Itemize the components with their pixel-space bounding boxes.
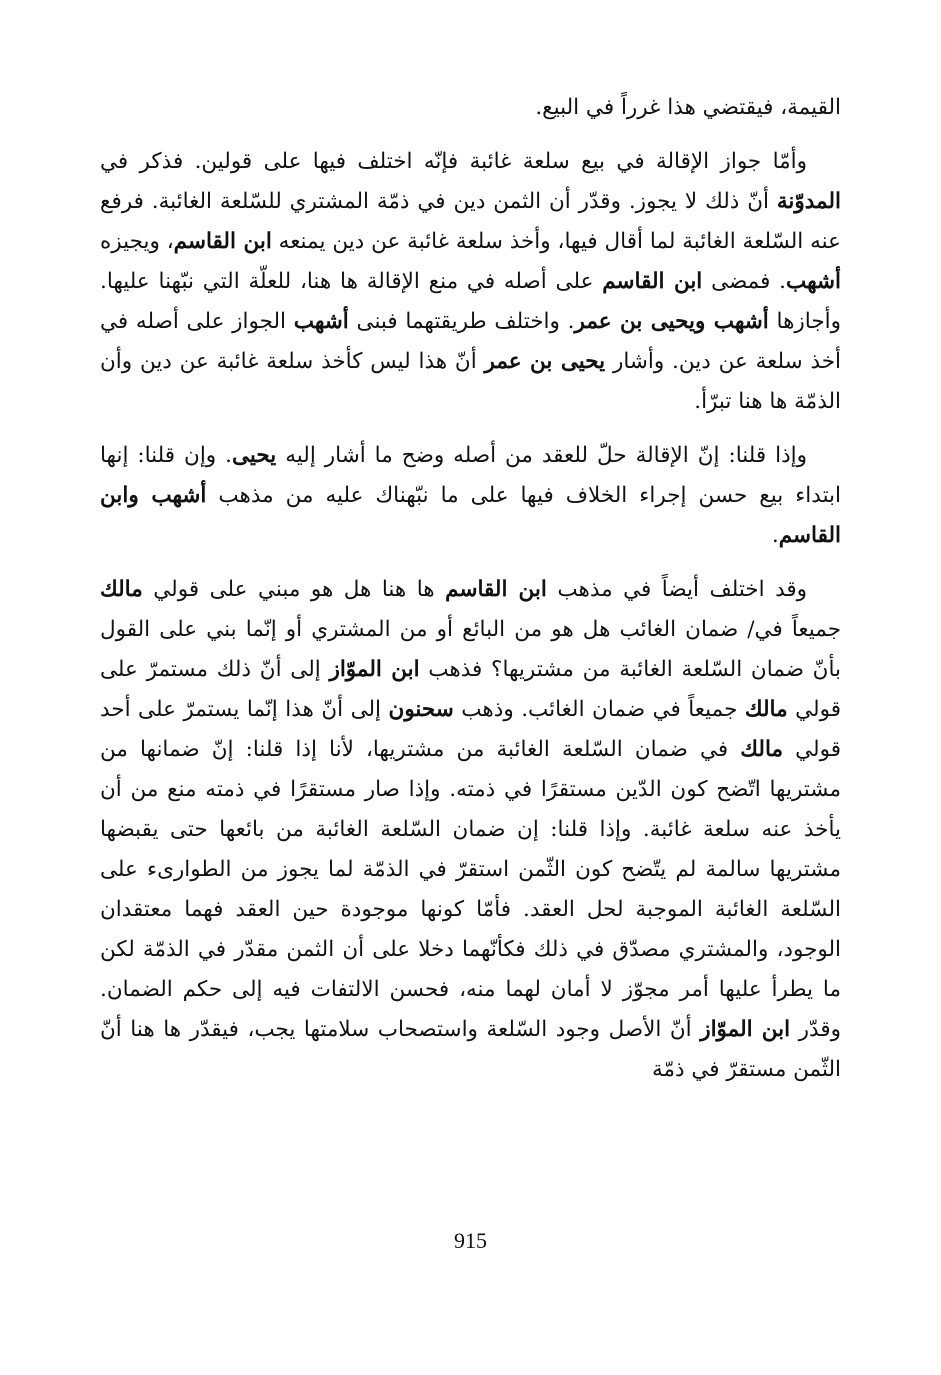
body-text: جميعاً في/ ضمان الغائب هل هو من البائع أو من المشتري أو إنّما بني على القول بأنّ ضمان السّلعة الغائبة من مشتريها؟ فذهب [100,617,841,682]
bold-name-text: ابن القاسم [602,269,703,294]
bold-name-text: أشهب ويحيى بن عمر [574,309,769,334]
body-text: ها هنا هل هو مبني على قولي [142,577,446,602]
body-text: . [771,523,779,548]
body-text: الجواز على أصله في أخذ سلعة عن دين. وأشار [100,309,841,374]
body-text: ، ويجيزه [100,229,174,254]
bold-name-text: سحنون [388,697,454,722]
paragraph [100,436,841,556]
bold-name-text: أشهب وابن القاسم [100,483,841,548]
body-text: . واختلف طريقتهما فبنى [348,309,575,334]
bold-name-text: ابن القاسم [445,577,547,602]
body-text: وقد اختلف أيضاً في مذهب [546,577,808,602]
body-text: . وإن قلنا: إنها ابتداء بيع حسن إجراء الخلاف فيها على ما نبّهناك عليه من مذهب [100,443,842,508]
body-text: أنّ ذلك لا يجوز. وقدّر أن الثمن دين في ذمّة المشتري للسّلعة الغائبة. فرفع عنه السّلعة الغائبة لما أقال فيها، وأخذ سلعة غائبة عن دين يمنعه [100,189,841,254]
body-text: القيمة، فيقتضي هذا غرراً في البيع. [535,95,841,120]
body-text: إلى أنّ ذلك مستمرّ على قولي [100,657,841,722]
bold-name-text: مالك [100,577,143,602]
body-text: أنّ هذا ليس كأخذ سلعة غائبة عن دين وأن الذمّة ها هنا تبرّأ. [100,349,841,414]
bold-name-text: المدوّنة [776,189,841,214]
body-text: على أصله في منع الإقالة ها هنا، للعلّة التي نبّهنا عليها. وأجازها [100,269,841,334]
bold-name-text: ابن الموّاز [329,657,420,682]
body-text: . فمضى [702,269,786,294]
bold-name-text: مالك [740,737,784,762]
body-text: في ضمان السّلعة الغائبة من مشتريها، لأنا إذا قلنا: إنّ ضمانها من مشتريها اتّضح كون الدّين مستقرًا في ذمته. وإذا صار مستقرًا في ذمته منع من أن يأخذ عنه سلعة غائبة. وإذا قلنا: إن ضمان السّلعة الغائبة من بائعها حتى يقبضها مشتريها سالمة لم يتّضح كون الثّمن استقرّ في الذمّة لما يجوز من الطوارىء على السّلعة الغائبة الموجبة لحل العقد. فأمّا كونها موجودة حين العقد فهما معتقدان الوجود، والمشتري مصدّق في ذلك فكأنّهما دخلا على أن الثمن مقدّر في الذمّة لكن ما يطرأ عليها أمر مجوّز لا أمان لهما منه، فحسن الالتفات فيه إلى حكم الضمان. وقدّر [100,737,841,1042]
bold-name-text: يحيى [232,443,277,468]
body-text: وإذا قلنا: إنّ الإقالة حلّ للعقد من أصله وضح ما أشار إليه [276,443,808,468]
bold-name-text: يحيى بن عمر [484,349,606,374]
bold-name-text: أشهب [293,309,349,334]
body-text: إلى أنّ هذا إنّما يستمرّ على أحد قولي [100,697,841,762]
bold-name-text: أشهب [785,269,841,294]
body-text: أنّ الأصل وجود السّلعة واستصحاب سلامتها يجب، فيقدّر ها هنا أنّ الثّمن مستقرّ في ذمّة [100,1017,841,1082]
paragraph [100,142,841,422]
bold-name-text: ابن القاسم [173,229,272,254]
bold-name-text: ابن الموّاز [700,1017,791,1042]
body-text: جميعاً في ضمان الغائب. وذهب [453,697,745,722]
paragraph [100,88,841,128]
paragraph [100,570,841,1090]
bold-name-text: مالك [744,697,788,722]
body-text: وأمّا جواز الإقالة في بيع سلعة غائبة فإنّه اختلف فيها على قولين. فذكر في [100,149,807,174]
page-number: 915 [454,1228,487,1253]
page-body [100,88,841,1104]
